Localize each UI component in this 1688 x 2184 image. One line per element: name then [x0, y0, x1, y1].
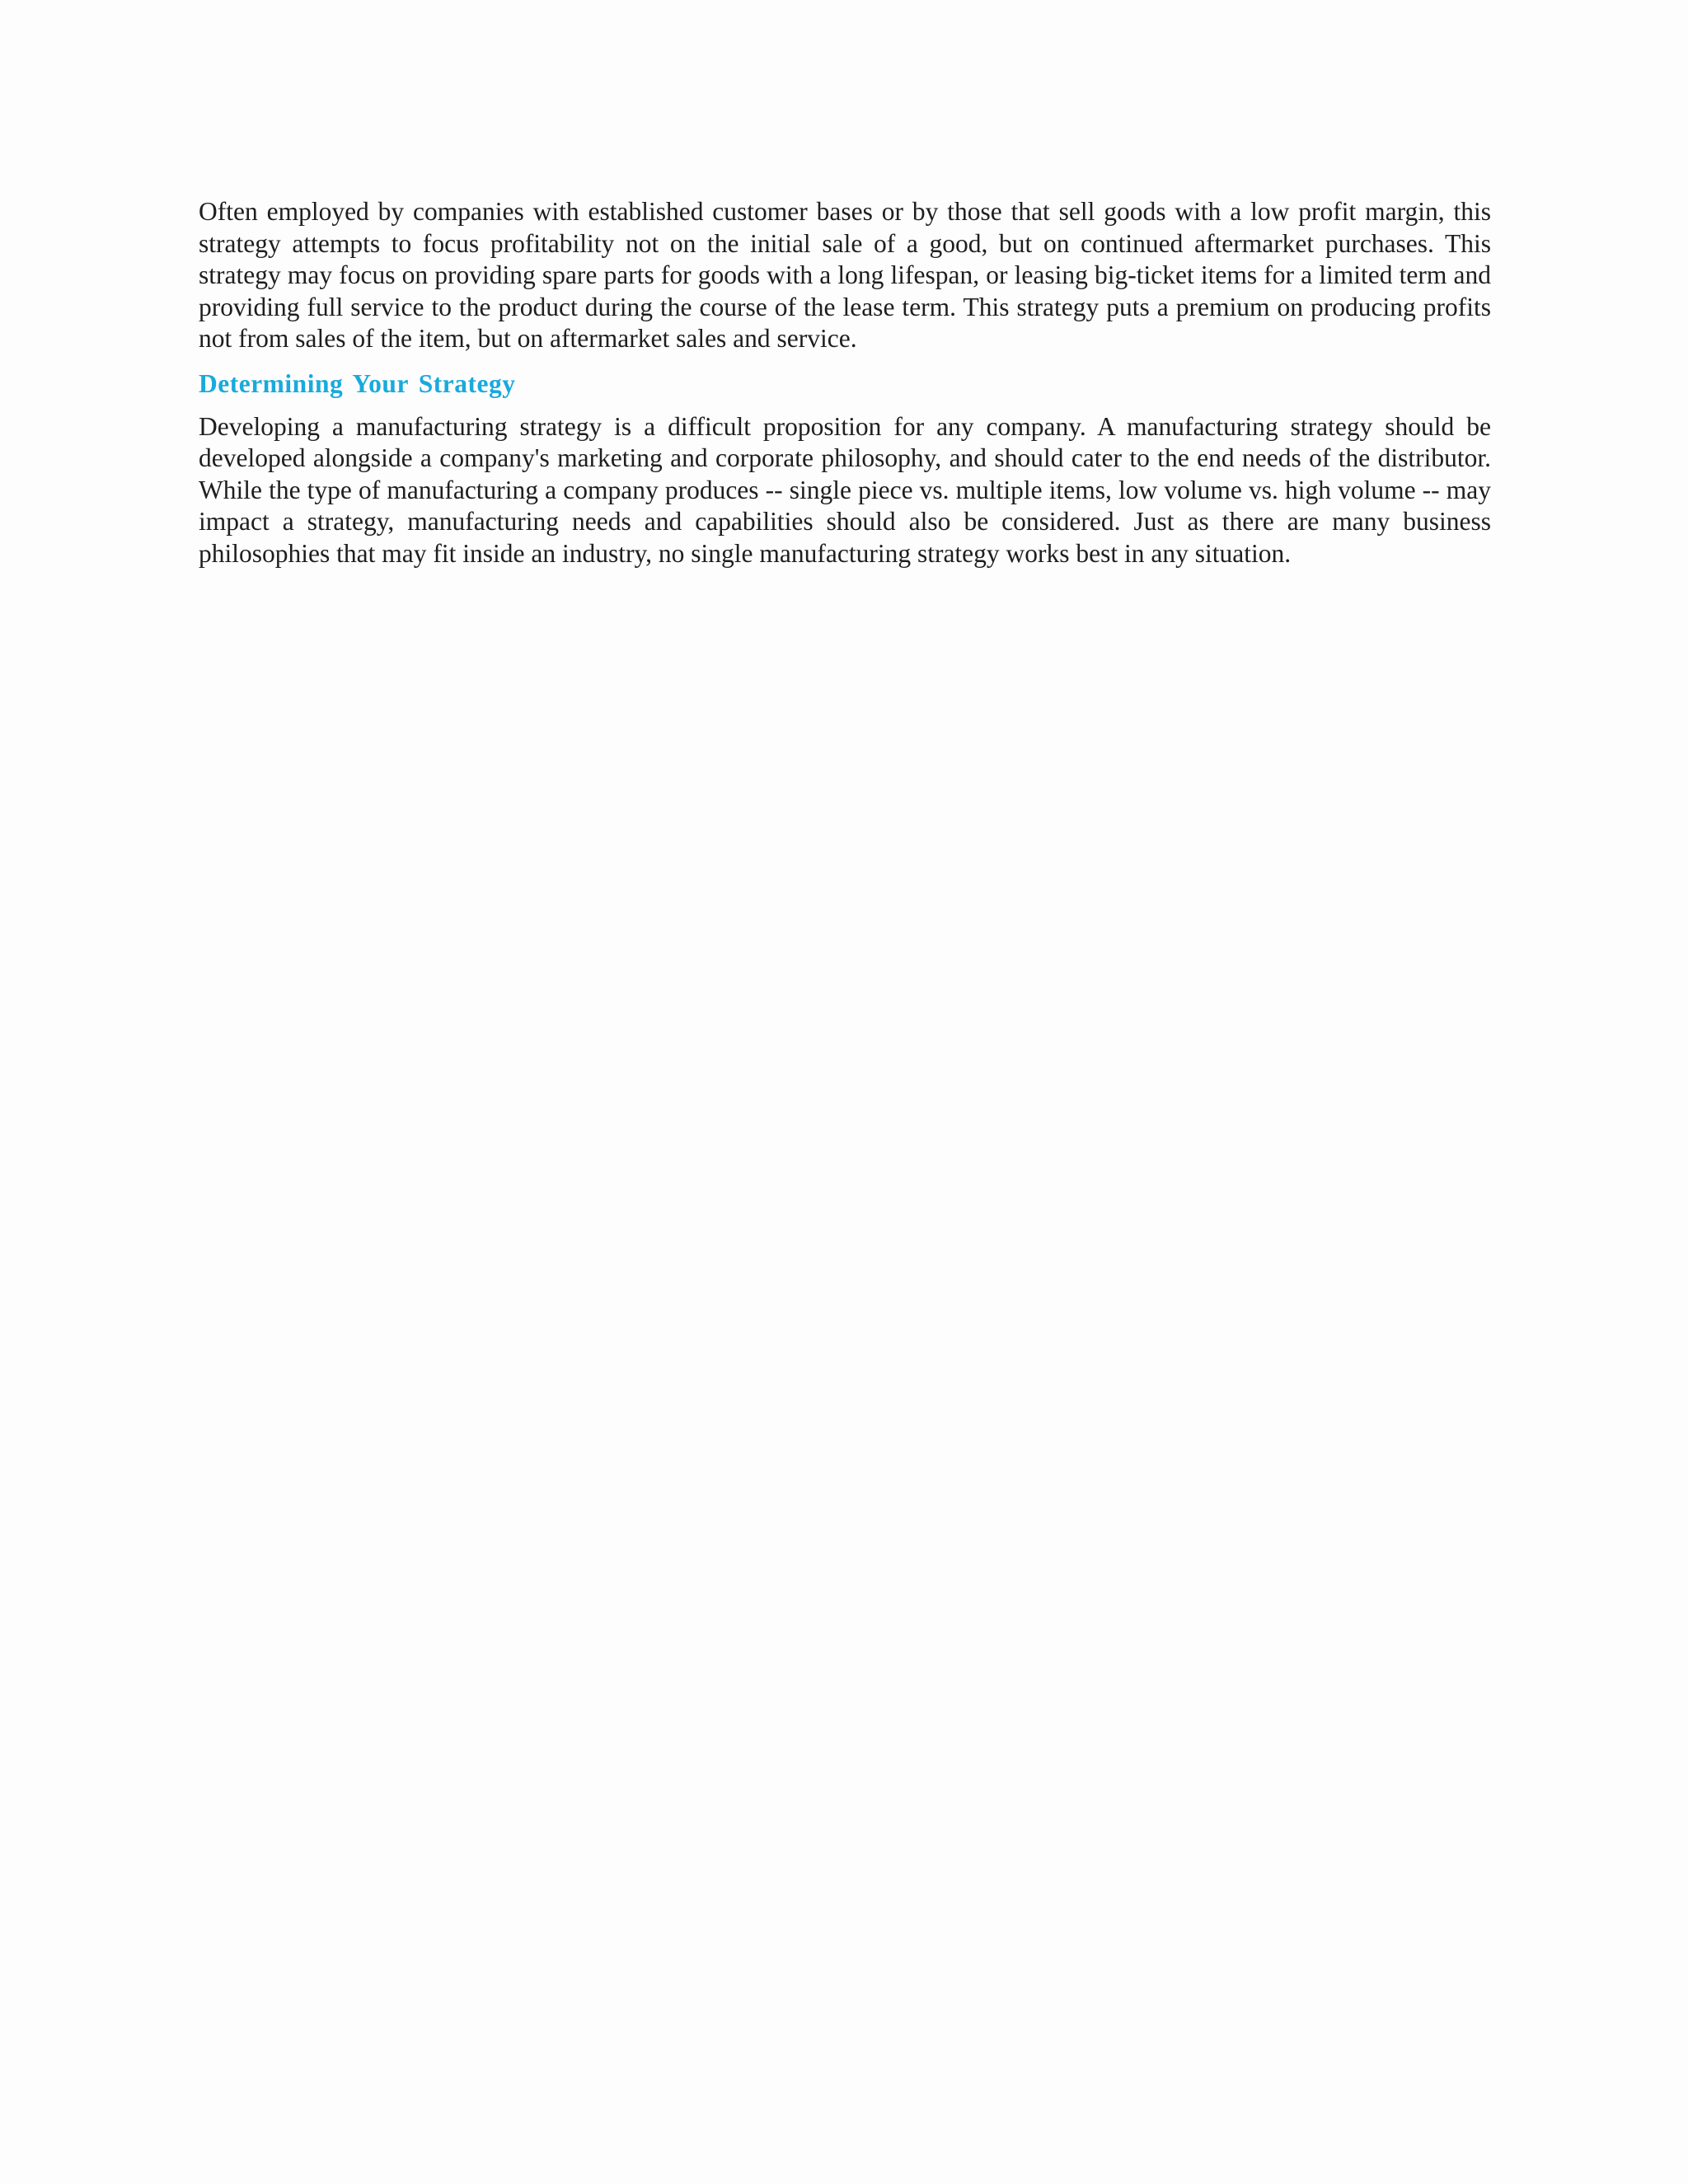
document-body [199, 196, 1491, 569]
intro-paragraph: Often employed by companies with established customer bases or by those that sell goods with a low profit margin, this strategy attempts to focus profitability not on the initial sale of a good, but on continued aftermarket purchases. This strategy may focus on providing spare parts for goods with a long lifespan, or leasing big-ticket items for a limited term and providing full service to the product during the course of the lease term. This strategy puts a premium on producing profits not from sales of the item, but on aftermarket sales and service. [199, 197, 1491, 353]
section-paragraph: Developing a manufacturing strategy is a difficult proposition for any company. A manufacturing strategy should be developed alongside a company's marketing and corporate philosophy, and should cater to the end needs of the distributor. While the type of manufacturing a company produces -- single piece vs. multiple items, low volume vs. high volume -- may impact a strategy, manufacturing needs and capabilities should also be considered. Just as there are many business philosophies that may fit inside an industry, no single manufacturing strategy works best in any situation. [199, 411, 1491, 568]
section-heading: Determining Your Strategy [199, 368, 516, 398]
